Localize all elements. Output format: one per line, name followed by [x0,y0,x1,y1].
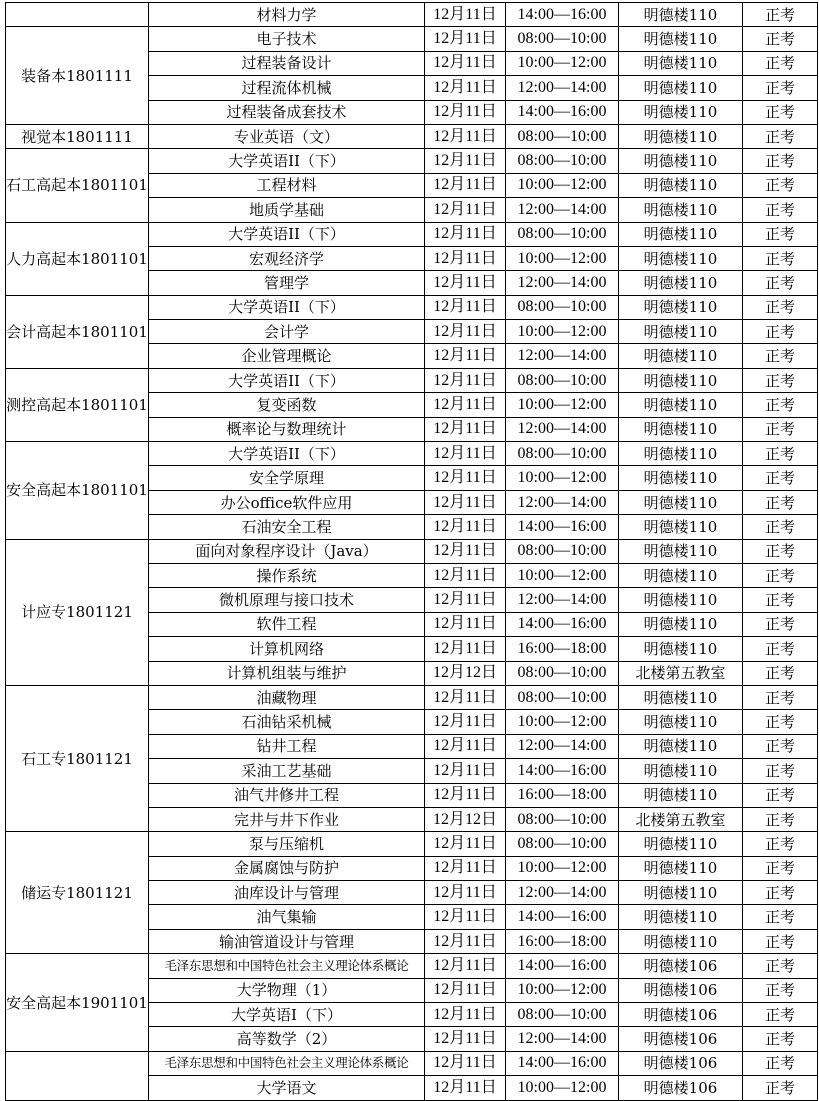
date-cell: 12月12日 [425,807,506,831]
course-cell: 地质学基础 [149,198,425,222]
course-cell: 过程流体机械 [149,76,425,100]
exam-type-cell: 正考 [743,222,818,246]
class-cell: 视觉本1801111 [6,124,149,148]
course-cell: 过程装备设计 [149,51,425,75]
course-cell: 办公office软件应用 [149,490,425,514]
course-cell: 高等数学（2） [149,1027,425,1051]
room-cell: 明德楼110 [619,710,743,734]
time-cell: 16:00—18:00 [506,783,619,807]
table-row [6,27,818,51]
course-cell: 油气井修井工程 [149,783,425,807]
date-cell: 12月11日 [425,149,506,173]
class-cell: 装备本1801111 [6,27,149,125]
exam-type-cell: 正考 [743,271,818,295]
room-cell: 明德楼110 [619,856,743,880]
date-cell: 12月11日 [425,978,506,1002]
time-cell: 12:00—14:00 [506,1027,619,1051]
date-cell: 12月11日 [425,1051,506,1075]
date-cell: 12月11日 [425,539,506,563]
exam-type-cell: 正考 [743,954,818,978]
exam-type-cell: 正考 [743,51,818,75]
exam-type-cell: 正考 [743,417,818,441]
date-cell: 12月11日 [425,929,506,953]
course-cell: 复变函数 [149,393,425,417]
date-cell: 12月11日 [425,51,506,75]
time-cell: 16:00—18:00 [506,637,619,661]
course-cell: 大学英语II（下） [149,295,425,319]
date-cell: 12月11日 [425,100,506,124]
time-cell: 08:00—10:00 [506,1003,619,1027]
room-cell: 明德楼110 [619,539,743,563]
exam-type-cell: 正考 [743,563,818,587]
time-cell: 08:00—10:00 [506,124,619,148]
course-cell: 专业英语（文） [149,124,425,148]
course-cell: 大学英语II（下） [149,442,425,466]
time-cell: 12:00—14:00 [506,417,619,441]
room-cell: 明德楼110 [619,3,743,27]
date-cell: 12月11日 [425,271,506,295]
table-row [6,539,818,563]
date-cell: 12月11日 [425,905,506,929]
date-cell: 12月11日 [425,368,506,392]
date-cell: 12月11日 [425,881,506,905]
time-cell: 12:00—14:00 [506,734,619,758]
room-cell: 明德楼106 [619,978,743,1002]
date-cell: 12月11日 [425,954,506,978]
date-cell: 12月11日 [425,393,506,417]
course-cell: 油库设计与管理 [149,881,425,905]
time-cell: 08:00—10:00 [506,149,619,173]
room-cell: 明德楼110 [619,295,743,319]
room-cell: 明德楼110 [619,442,743,466]
time-cell: 12:00—14:00 [506,490,619,514]
table-row [6,295,818,319]
date-cell: 12月11日 [425,637,506,661]
course-cell: 安全学原理 [149,466,425,490]
room-cell: 明德楼110 [619,515,743,539]
exam-type-cell: 正考 [743,661,818,685]
course-cell: 材料力学 [149,3,425,27]
exam-type-cell: 正考 [743,783,818,807]
exam-type-cell: 正考 [743,515,818,539]
course-cell: 企业管理概论 [149,344,425,368]
date-cell: 12月12日 [425,661,506,685]
exam-type-cell: 正考 [743,368,818,392]
table-row [6,222,818,246]
course-cell: 石油钻采机械 [149,710,425,734]
time-cell: 10:00—12:00 [506,563,619,587]
date-cell: 12月11日 [425,466,506,490]
course-cell: 操作系统 [149,563,425,587]
exam-type-cell: 正考 [743,344,818,368]
exam-type-cell: 正考 [743,76,818,100]
course-cell: 毛泽东思想和中国特色社会主义理论体系概论 [149,954,425,978]
exam-type-cell: 正考 [743,1027,818,1051]
exam-type-cell: 正考 [743,685,818,709]
exam-schedule-table [5,2,818,1101]
exam-type-cell: 正考 [743,173,818,197]
time-cell: 10:00—12:00 [506,856,619,880]
room-cell: 明德楼110 [619,76,743,100]
room-cell: 明德楼110 [619,271,743,295]
time-cell: 08:00—10:00 [506,661,619,685]
date-cell: 12月11日 [425,832,506,856]
course-cell: 计算机网络 [149,637,425,661]
table-row [6,1051,818,1075]
exam-type-cell: 正考 [743,198,818,222]
class-cell [6,1051,149,1100]
date-cell: 12月11日 [425,27,506,51]
room-cell: 明德楼110 [619,246,743,270]
room-cell: 明德楼110 [619,929,743,953]
exam-type-cell: 正考 [743,3,818,27]
date-cell: 12月11日 [425,3,506,27]
room-cell: 明德楼106 [619,1051,743,1075]
date-cell: 12月11日 [425,417,506,441]
room-cell: 明德楼110 [619,222,743,246]
time-cell: 14:00—16:00 [506,612,619,636]
room-cell: 明德楼110 [619,490,743,514]
room-cell: 明德楼110 [619,368,743,392]
date-cell: 12月11日 [425,515,506,539]
course-cell: 油藏物理 [149,685,425,709]
course-cell: 输油管道设计与管理 [149,929,425,953]
room-cell: 明德楼110 [619,27,743,51]
course-cell: 大学英语II（下） [149,149,425,173]
table-row [6,832,818,856]
time-cell: 12:00—14:00 [506,271,619,295]
exam-type-cell: 正考 [743,100,818,124]
time-cell: 10:00—12:00 [506,173,619,197]
time-cell: 12:00—14:00 [506,588,619,612]
table-body [6,3,818,1101]
time-cell: 10:00—12:00 [506,320,619,344]
time-cell: 08:00—10:00 [506,295,619,319]
date-cell: 12月11日 [425,124,506,148]
table-row [6,442,818,466]
date-cell: 12月11日 [425,320,506,344]
table-row [6,368,818,392]
course-cell: 管理学 [149,271,425,295]
course-cell: 软件工程 [149,612,425,636]
date-cell: 12月11日 [425,563,506,587]
room-cell: 明德楼110 [619,124,743,148]
exam-type-cell: 正考 [743,27,818,51]
exam-type-cell: 正考 [743,1076,818,1100]
room-cell: 明德楼110 [619,734,743,758]
time-cell: 08:00—10:00 [506,442,619,466]
course-cell: 毛泽东思想和中国特色社会主义理论体系概论 [149,1051,425,1075]
room-cell: 明德楼110 [619,685,743,709]
exam-type-cell: 正考 [743,759,818,783]
room-cell: 明德楼110 [619,759,743,783]
course-cell: 会计学 [149,320,425,344]
date-cell: 12月11日 [425,685,506,709]
room-cell: 明德楼110 [619,173,743,197]
exam-type-cell: 正考 [743,320,818,344]
time-cell: 14:00—16:00 [506,759,619,783]
room-cell: 明德楼110 [619,832,743,856]
exam-type-cell: 正考 [743,490,818,514]
room-cell: 明德楼110 [619,393,743,417]
exam-type-cell: 正考 [743,539,818,563]
room-cell: 明德楼110 [619,198,743,222]
room-cell: 明德楼110 [619,563,743,587]
course-cell: 钻井工程 [149,734,425,758]
class-cell: 会计高起本1801101 [6,295,149,368]
course-cell: 大学英语II（下） [149,368,425,392]
course-cell: 采油工艺基础 [149,759,425,783]
course-cell: 计算机组装与维护 [149,661,425,685]
class-cell: 储运专1801121 [6,832,149,954]
exam-type-cell: 正考 [743,1051,818,1075]
class-cell [6,3,149,27]
room-cell: 明德楼106 [619,1027,743,1051]
date-cell: 12月11日 [425,1076,506,1100]
time-cell: 10:00—12:00 [506,246,619,270]
exam-type-cell: 正考 [743,734,818,758]
date-cell: 12月11日 [425,783,506,807]
time-cell: 12:00—14:00 [506,881,619,905]
time-cell: 10:00—12:00 [506,978,619,1002]
date-cell: 12月11日 [425,490,506,514]
date-cell: 12月11日 [425,295,506,319]
date-cell: 12月11日 [425,588,506,612]
exam-type-cell: 正考 [743,588,818,612]
time-cell: 10:00—12:00 [506,393,619,417]
time-cell: 14:00—16:00 [506,905,619,929]
course-cell: 电子技术 [149,27,425,51]
time-cell: 10:00—12:00 [506,466,619,490]
time-cell: 08:00—10:00 [506,27,619,51]
exam-type-cell: 正考 [743,856,818,880]
exam-type-cell: 正考 [743,881,818,905]
date-cell: 12月11日 [425,734,506,758]
time-cell: 08:00—10:00 [506,222,619,246]
course-cell: 金属腐蚀与防护 [149,856,425,880]
class-cell: 计应专1801121 [6,539,149,685]
time-cell: 10:00—12:00 [506,51,619,75]
time-cell: 08:00—10:00 [506,832,619,856]
exam-type-cell: 正考 [743,295,818,319]
room-cell: 明德楼110 [619,100,743,124]
room-cell: 明德楼110 [619,344,743,368]
room-cell: 明德楼110 [619,466,743,490]
date-cell: 12月11日 [425,1027,506,1051]
table-row [6,149,818,173]
table-row [6,685,818,709]
time-cell: 10:00—12:00 [506,1076,619,1100]
exam-type-cell: 正考 [743,832,818,856]
time-cell: 08:00—10:00 [506,807,619,831]
class-cell: 石工高起本1801101 [6,149,149,222]
course-cell: 大学英语II（下） [149,222,425,246]
exam-type-cell: 正考 [743,710,818,734]
time-cell: 12:00—14:00 [506,198,619,222]
course-cell: 宏观经济学 [149,246,425,270]
date-cell: 12月11日 [425,246,506,270]
class-cell: 安全高起本1801101 [6,442,149,540]
exam-type-cell: 正考 [743,637,818,661]
date-cell: 12月11日 [425,1003,506,1027]
date-cell: 12月11日 [425,442,506,466]
room-cell: 明德楼110 [619,588,743,612]
room-cell: 明德楼110 [619,783,743,807]
course-cell: 微机原理与接口技术 [149,588,425,612]
date-cell: 12月11日 [425,710,506,734]
room-cell: 明德楼110 [619,881,743,905]
room-cell: 明德楼110 [619,149,743,173]
time-cell: 10:00—12:00 [506,710,619,734]
exam-type-cell: 正考 [743,246,818,270]
time-cell: 08:00—10:00 [506,539,619,563]
course-cell: 大学英语I（下） [149,1003,425,1027]
course-cell: 油气集输 [149,905,425,929]
exam-type-cell: 正考 [743,978,818,1002]
exam-type-cell: 正考 [743,929,818,953]
exam-type-cell: 正考 [743,612,818,636]
room-cell: 明德楼110 [619,905,743,929]
time-cell: 14:00—16:00 [506,100,619,124]
date-cell: 12月11日 [425,759,506,783]
course-cell: 工程材料 [149,173,425,197]
class-cell: 人力高起本1801101 [6,222,149,295]
date-cell: 12月11日 [425,76,506,100]
time-cell: 14:00—16:00 [506,3,619,27]
time-cell: 08:00—10:00 [506,685,619,709]
time-cell: 08:00—10:00 [506,368,619,392]
date-cell: 12月11日 [425,612,506,636]
exam-type-cell: 正考 [743,124,818,148]
room-cell: 北楼第五教室 [619,807,743,831]
exam-type-cell: 正考 [743,466,818,490]
date-cell: 12月11日 [425,856,506,880]
exam-type-cell: 正考 [743,149,818,173]
time-cell: 14:00—16:00 [506,954,619,978]
time-cell: 14:00—16:00 [506,1051,619,1075]
room-cell: 明德楼110 [619,320,743,344]
time-cell: 16:00—18:00 [506,929,619,953]
room-cell: 明德楼110 [619,637,743,661]
date-cell: 12月11日 [425,198,506,222]
course-cell: 大学语文 [149,1076,425,1100]
course-cell: 概率论与数理统计 [149,417,425,441]
course-cell: 过程装备成套技术 [149,100,425,124]
room-cell: 北楼第五教室 [619,661,743,685]
room-cell: 明德楼106 [619,1003,743,1027]
date-cell: 12月11日 [425,222,506,246]
table-row [6,954,818,978]
class-cell: 石工专1801121 [6,685,149,831]
date-cell: 12月11日 [425,173,506,197]
time-cell: 12:00—14:00 [506,76,619,100]
exam-type-cell: 正考 [743,393,818,417]
room-cell: 明德楼106 [619,954,743,978]
room-cell: 明德楼110 [619,417,743,441]
room-cell: 明德楼110 [619,51,743,75]
exam-type-cell: 正考 [743,807,818,831]
table-row [6,3,818,27]
course-cell: 面向对象程序设计（Java） [149,539,425,563]
room-cell: 明德楼106 [619,1076,743,1100]
course-cell: 泵与压缩机 [149,832,425,856]
exam-type-cell: 正考 [743,905,818,929]
date-cell: 12月11日 [425,344,506,368]
class-cell: 安全高起本1901101 [6,954,149,1052]
exam-type-cell: 正考 [743,442,818,466]
class-cell: 测控高起本1801101 [6,368,149,441]
room-cell: 明德楼110 [619,612,743,636]
course-cell: 完井与井下作业 [149,807,425,831]
table-row [6,124,818,148]
exam-type-cell: 正考 [743,1003,818,1027]
time-cell: 14:00—16:00 [506,515,619,539]
course-cell: 大学物理（1） [149,978,425,1002]
course-cell: 石油安全工程 [149,515,425,539]
time-cell: 12:00—14:00 [506,344,619,368]
